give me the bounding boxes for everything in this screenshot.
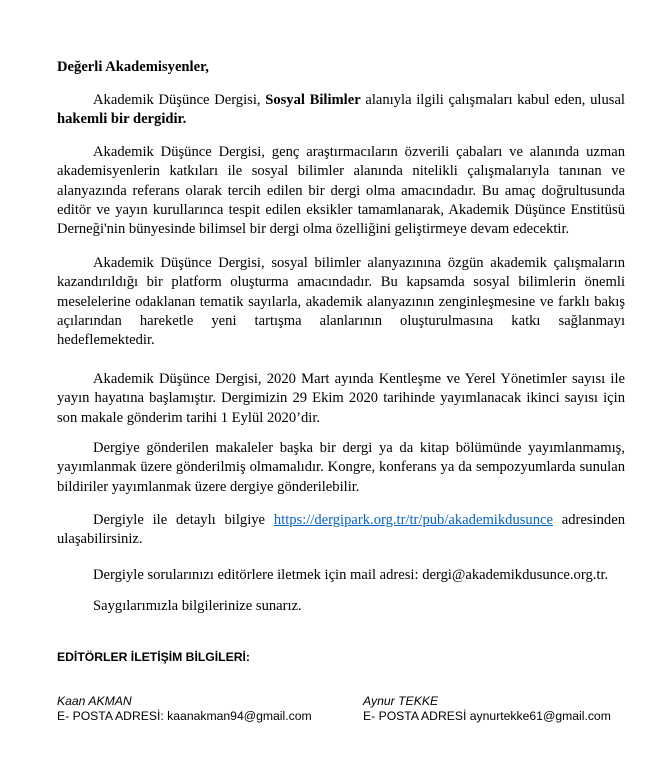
peer-reviewed-label: hakemli bir dergidir.	[57, 111, 187, 128]
paragraph-intro	[57, 91, 625, 130]
intro-text: Akademik Düşünce Dergisi,	[93, 92, 266, 108]
paragraph-submission-rules: Dergiye gönderilen makaleler başka bir dergi ya da kitap bölümünde yayımlanmamış, yayımlanmak üzere gönderilmiş olmamalıdır. Kongre, konferans ya da sempozyumlarda sunulan bildiriler yayımlanmak üzere dergiye gönderilebilir.	[57, 440, 625, 495]
editor-contact	[57, 694, 312, 724]
info-text-end: adresinden ulaşabilirsiniz.	[57, 512, 625, 548]
paragraph-aim: Akademik Düşünce Dergisi, genç araştırmacıların özverili çabaları ve alanında uzman akademisyenlerin katkıları ile sosyal bilimler alanında nitelikli çalışmalarıyla tanınan ve alanyazında referans olarak tercih edilen bir dergi olma amacındadır. Bu amaç doğrultusunda editör ve yayın kurullarınca tespit edilen eksikler tamamlanarak, Akademik Düşünce Enstitüsü Derneği'nin bünyesinde bilimsel bir dergi olma özelliğini geliştirmeye devam edecektir.	[57, 144, 625, 238]
journal-link[interactable]: https://dergipark.org.tr/tr/pub/akademikdusunce	[273, 512, 553, 528]
closing-line: Saygılarımızla bilgilerinize sunarız.	[93, 598, 302, 614]
editor-name: Aynur TEKKE	[363, 694, 439, 708]
editors-heading: EDİTÖRLER İLETİŞİM BİLGİLERİ:	[57, 650, 250, 664]
editor-contact	[363, 694, 611, 724]
intro-text-mid: alanıyla ilgili çalışmaları kabul eden, ulusal	[360, 92, 625, 108]
paragraph-info-link	[57, 511, 625, 550]
editor-email: E- POSTA ADRESİ: kaanakman94@gmail.com	[57, 709, 312, 723]
editor-name: Kaan AKMAN	[57, 694, 132, 708]
greeting: Değerli Akademisyenler,	[57, 59, 209, 75]
paragraph-issue-dates: Akademik Düşünce Dergisi, 2020 Mart ayında Kentleşme ve Yerel Yönetimler sayısı ile yayın hayatına başlamıştır. Dergimizin 29 Ekim 2020 tarihinde yayımlanacak ikinci sayısı için son makale gönderim tarihi 1 Eylül 2020’dir.	[57, 371, 625, 426]
field-name: Sosyal Bilimler	[265, 92, 361, 108]
info-text: Dergiyle ile detaylı bilgiye	[93, 512, 274, 528]
editor-email: E- POSTA ADRESİ aynurtekke61@gmail.com	[363, 709, 611, 723]
paragraph-contact-email: Dergiyle sorularınızı editörlere iletmek için mail adresi: dergi@akademikdusunce.org.tr.	[93, 567, 609, 583]
paragraph-platform: Akademik Düşünce Dergisi, sosyal bilimler alanyazınına özgün akademik çalışmaların kazandırıldığı bir platform oluşturma amacındadır. Bu kapsamda sosyal bilimlerin önemli meselelerine odaklanan tematik sayılarla, akademik alanyazının zenginleşmesine ve farklı bakış açılarından hareketle yeni tartışma alanlarının oluşturulmasına katkı sağlanmayı hedeflemektedir.	[57, 255, 625, 349]
